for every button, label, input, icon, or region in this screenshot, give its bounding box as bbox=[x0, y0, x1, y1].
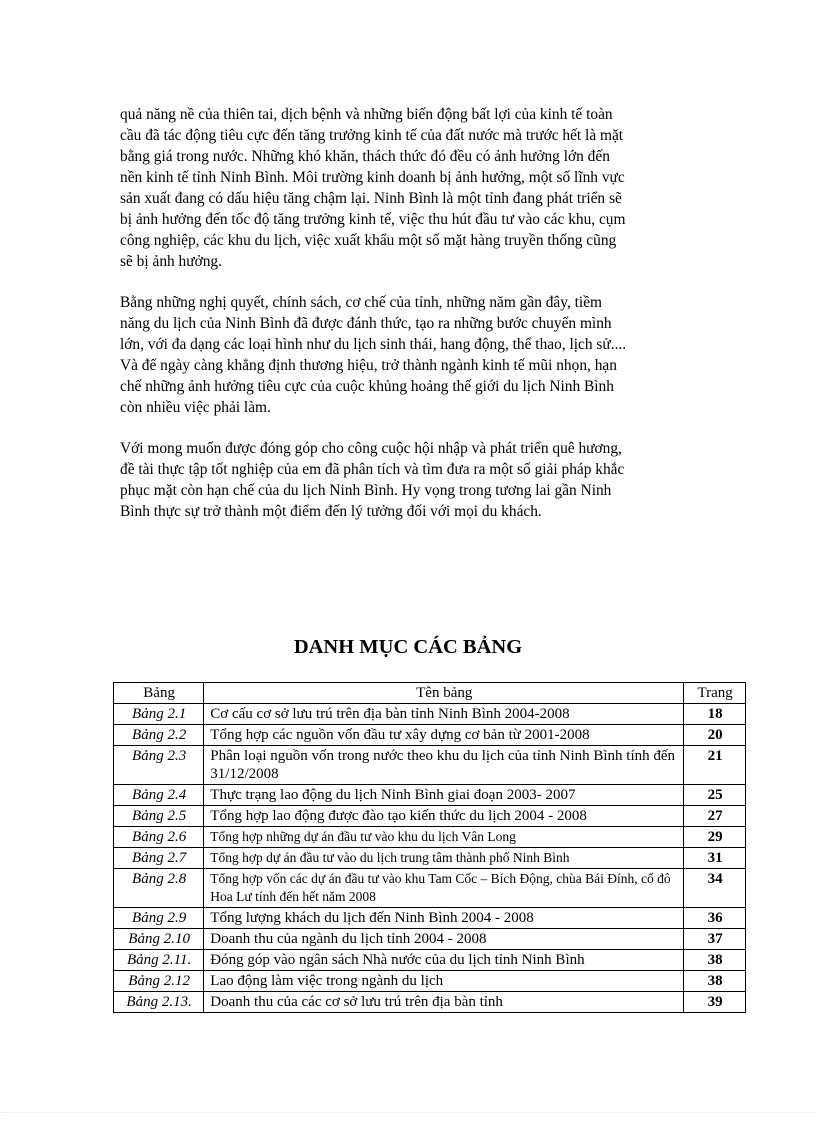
table-page-cell: 20 bbox=[684, 725, 746, 746]
table-number-cell: Bảng 2.1 bbox=[114, 704, 204, 725]
table-row bbox=[114, 827, 746, 848]
paragraph-line: Bằng những nghị quyết, chính sách, cơ chế của tỉnh, những năm gần đây, tiềm bbox=[120, 294, 603, 311]
table-name-cell: Cơ cấu cơ sở lưu trú trên địa bàn tỉnh Ninh Bình 2004-2008 bbox=[204, 704, 684, 725]
table-row bbox=[114, 971, 746, 992]
table-row bbox=[114, 869, 746, 908]
paragraph-line: Với mong muốn được đóng góp cho công cuộc hội nhập và phát triển quê hương, bbox=[120, 440, 622, 457]
table-number-cell: Bảng 2.12 bbox=[114, 971, 204, 992]
table-number-cell: Bảng 2.3 bbox=[114, 746, 204, 785]
table-header-row bbox=[114, 683, 746, 704]
paragraph-line: Bình thực sự trở thành một điểm đến lý tưởng đối với mọi du khách. bbox=[120, 503, 542, 520]
table-body bbox=[114, 704, 746, 1013]
table-page-cell: 21 bbox=[684, 746, 746, 785]
table-list-title: DANH MỤC CÁC BẢNG bbox=[293, 636, 523, 658]
table-page-cell: 25 bbox=[684, 785, 746, 806]
table-row bbox=[114, 704, 746, 725]
header-page: Trang bbox=[684, 683, 746, 704]
paragraph-line: bị ảnh hưởng đến tốc độ tăng trưởng kinh tế, việc thu hút đầu tư vào các khu, cụm bbox=[120, 211, 626, 228]
table-name-cell: Tổng hợp dự án đầu tư vào du lịch trung tâm thành phố Ninh Bình bbox=[204, 848, 684, 869]
paragraph-line: quả năng nề của thiên tai, dịch bệnh và những biến động bất lợi của kinh tế toàn bbox=[120, 106, 613, 123]
paragraph-2 bbox=[120, 292, 700, 418]
paragraph-3 bbox=[120, 438, 700, 522]
table-page-cell: 29 bbox=[684, 827, 746, 848]
header-name: Tên bảng bbox=[204, 683, 684, 704]
table-name-cell: Tổng lượng khách du lịch đến Ninh Bình 2004 - 2008 bbox=[204, 908, 684, 929]
table-page-cell: 37 bbox=[684, 929, 746, 950]
table-page-cell: 38 bbox=[684, 950, 746, 971]
paragraph-line: lớn, với đa dạng các loại hình như du lịch sinh thái, hang động, thể thao, lịch sử.... bbox=[120, 336, 627, 353]
table-number-cell: Bảng 2.5 bbox=[114, 806, 204, 827]
table-number-cell: Bảng 2.9 bbox=[114, 908, 204, 929]
table-number-cell: Bảng 2.7 bbox=[114, 848, 204, 869]
paragraph-line: chế những ảnh hưởng tiêu cực của cuộc khủng hoảng thế giới du lịch Ninh Bình bbox=[120, 378, 614, 395]
table-row bbox=[114, 929, 746, 950]
paragraph-line: năng du lịch của Ninh Bình đã được đánh thức, tạo ra những bước chuyển mình bbox=[120, 315, 612, 332]
paragraph-1 bbox=[120, 104, 700, 272]
table-name-cell: Phân loại nguồn vốn trong nước theo khu du lịch của tỉnh Ninh Bình tính đến 31/12/2008 bbox=[204, 746, 684, 785]
table-page-cell: 36 bbox=[684, 908, 746, 929]
table-name-cell: Doanh thu của ngành du lịch tỉnh 2004 - 2008 bbox=[204, 929, 684, 950]
table-page-cell: 34 bbox=[684, 869, 746, 908]
table-row bbox=[114, 992, 746, 1013]
table-name-cell: Tổng hợp các nguồn vốn đầu tư xây dựng cơ bản từ 2001-2008 bbox=[204, 725, 684, 746]
paragraph-line: còn nhiều việc phải làm. bbox=[120, 399, 271, 416]
table-number-cell: Bảng 2.2 bbox=[114, 725, 204, 746]
table-number-cell: Bảng 2.10 bbox=[114, 929, 204, 950]
paragraph-line: Và để ngày càng khẳng định thương hiệu, trở thành ngành kinh tế mũi nhọn, hạn bbox=[120, 357, 617, 374]
table-name-cell: Tổng hợp những dự án đầu tư vào khu du lịch Vân Long bbox=[204, 827, 684, 848]
table-number-cell: Bảng 2.6 bbox=[114, 827, 204, 848]
table-name-cell: Doanh thu của các cơ sở lưu trú trên địa bàn tỉnh bbox=[204, 992, 684, 1013]
table-of-tables bbox=[113, 682, 746, 1013]
table-row bbox=[114, 746, 746, 785]
table-number-cell: Bảng 2.8 bbox=[114, 869, 204, 908]
paragraph-line: phục mặt còn hạn chế của du lịch Ninh Bình. Hy vọng trong tương lai gần Ninh bbox=[120, 482, 612, 499]
paragraph-line: sản xuất đang có dấu hiệu tăng chậm lại. Ninh Bình là một tỉnh đang phát triển sẽ bbox=[120, 190, 622, 207]
table-row bbox=[114, 785, 746, 806]
table-name-cell: Tổng hợp lao động được đào tạo kiến thức du lịch 2004 - 2008 bbox=[204, 806, 684, 827]
paragraph-line: nền kinh tế tỉnh Ninh Bình. Môi trường kinh doanh bị ảnh hưởng, một số lĩnh vực bbox=[120, 169, 625, 186]
table-number-cell: Bảng 2.13. bbox=[114, 992, 204, 1013]
table-page-cell: 38 bbox=[684, 971, 746, 992]
table-row bbox=[114, 950, 746, 971]
table-page-cell: 27 bbox=[684, 806, 746, 827]
table-page-cell: 18 bbox=[684, 704, 746, 725]
table-row bbox=[114, 848, 746, 869]
table-row bbox=[114, 725, 746, 746]
table-row bbox=[114, 806, 746, 827]
paragraph-line: sẽ bị ảnh hưởng. bbox=[120, 253, 222, 270]
table-page-cell: 31 bbox=[684, 848, 746, 869]
table-name-cell: Thực trạng lao động du lịch Ninh Bình giai đoạn 2003- 2007 bbox=[204, 785, 684, 806]
paragraph-line: bằng giá trong nước. Những khó khăn, thách thức đó đều có ảnh hưởng lớn đến bbox=[120, 148, 610, 165]
table-number-cell: Bảng 2.4 bbox=[114, 785, 204, 806]
header-number: Bảng bbox=[114, 683, 204, 704]
paragraph-line: đề tài thực tập tốt nghiệp của em đã phân tích và tìm đưa ra một số giải pháp khắc bbox=[120, 461, 625, 478]
table-name-cell: Tổng hợp vốn các dự án đầu tư vào khu Tam Cốc – Bích Động, chùa Bái Đính, cố đô Hoa Lư tính đến hết năm 2008 bbox=[204, 869, 684, 908]
table-page-cell: 39 bbox=[684, 992, 746, 1013]
table-number-cell: Bảng 2.11. bbox=[114, 950, 204, 971]
paragraph-line: cầu đã tác động tiêu cực đến tăng trưởng kinh tế của đất nước mà trước hết là mặt bbox=[120, 127, 624, 144]
page-bottom-rule bbox=[0, 1112, 816, 1113]
paragraph-line: công nghiệp, các khu du lịch, việc xuất khẩu một số mặt hàng truyền thống cũng bbox=[120, 232, 617, 249]
table-name-cell: Lao động làm việc trong ngành du lịch bbox=[204, 971, 684, 992]
table-row bbox=[114, 908, 746, 929]
table-name-cell: Đóng góp vào ngân sách Nhà nước của du lịch tỉnh Ninh Bình bbox=[204, 950, 684, 971]
